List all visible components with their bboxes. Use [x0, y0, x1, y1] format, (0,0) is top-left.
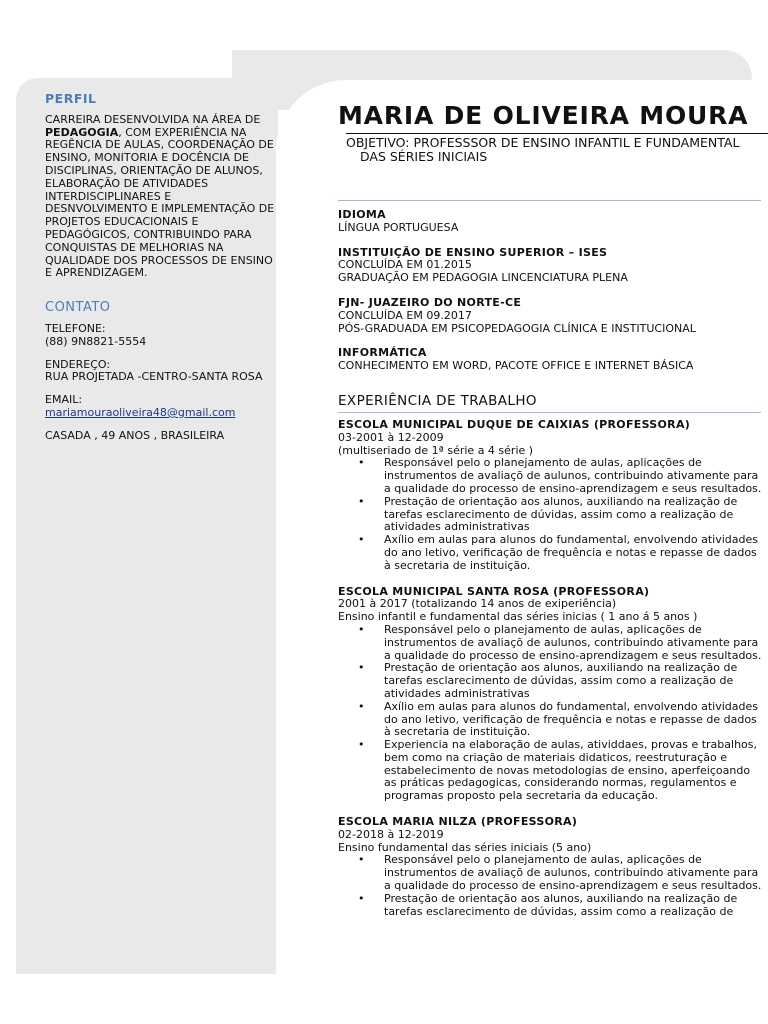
telefone-label: TELEFONE:	[45, 321, 106, 335]
job-period: 03-2001 à 12-2009	[338, 430, 444, 444]
personal-info: CASADA , 49 ANOS , BRASILEIRA	[45, 428, 225, 442]
job-bullet: • Axílio em aulas para alunos do fundamental, envolvendo atividades do ano letivo, verificação de frequência e notas e repasse de dados à secretaria de instituição.	[338, 701, 762, 739]
job-bullet: • Axílio em aulas para alunos do fundamental, envolvendo atividades do ano letivo, verificação de frequência e notas e repasse de dados à secretaria de instituição.	[338, 534, 762, 572]
job-bullets	[338, 854, 768, 918]
job-title: ESCOLA MARIA NILZA (PROFESSORA)	[338, 815, 578, 829]
telefone-block	[45, 323, 275, 349]
objetivo	[346, 133, 768, 164]
perfil-text-bold: PEDAGOGIA	[45, 125, 119, 139]
job-bullet: • Responsável pelo o planejamento de aulas, aplicações de instrumentos de avaliaçõ de aulunos, contribuindo ativamente para a qualidade do processo de ensino-aprendizagem e seus resultados.	[338, 624, 762, 662]
job-period: 02-2018 à 12-2019	[338, 827, 444, 841]
job-bullet: • Prestação de orientação aos alunos, auxiliando na realização de tarefas esclarecimento de dúvidas, assim como a realização de	[338, 893, 762, 919]
education-line: PÓS-GRADUADA EM PSICOPEDAGOGIA CLÍNICA E INSTITUCIONAL	[338, 321, 696, 335]
education-item	[338, 297, 768, 335]
education-line: GRADUAÇÃO EM PEDAGOGIA LINCENCIATURA PLENA	[338, 271, 628, 285]
perfil-text-part: , COM EXPERIÊNCIA NA REGÊNCIA DE AULAS, COORDENAÇÃO DE ENSINO, MONITORIA E DOCÊNCIA DE DISCIPLINAS, ORIENTAÇÃO DE ALUNOS, ELABORAÇÃO DE ATIVIDADES INTERDISCIPLINARES E DESNVOLVIMENTO E IMPLEMENTAÇÃO DE PROJETOS EDUCACIONAIS E PEDAGÓGICOS, CONTRIBUINDO PARA CONQUISTAS DE MELHORIAS NA QUALIDADE DOS PROCESSOS DE ENSINO E APRENDIZAGEM.	[45, 125, 275, 280]
job-detail: Ensino infantil e fundamental das séries inicias ( 1 ano á 5 anos )	[338, 610, 698, 624]
experience-heading: EXPERIÊNCIA DE TRABALHO	[338, 392, 537, 409]
job-item	[338, 586, 768, 804]
divider	[338, 412, 761, 413]
job-period: 2001 à 2017 (totalizando 14 anos de exiperiência)	[338, 597, 617, 611]
candidate-name: MARIA DE OLIVEIRA MOURA	[338, 101, 749, 130]
objetivo-line: OBJETIVO: PROFESSSOR DE ENSINO INFANTIL E FUNDAMENTAL	[346, 135, 740, 150]
job-bullets	[338, 457, 768, 572]
job-detail: Ensino fundamental das séries iniciais (5 ano)	[338, 840, 592, 854]
job-item	[338, 419, 768, 573]
email-block	[45, 394, 275, 420]
education-heading: FJN- JUAZEIRO DO NORTE-CE	[338, 295, 522, 309]
education-line: CONHECIMENTO EM WORD, PACOTE OFFICE E INTERNET BÁSICA	[338, 359, 694, 373]
endereco-label: ENDEREÇO:	[45, 357, 111, 371]
endereco-value: RUA PROJETADA -CENTRO-SANTA ROSA	[45, 370, 263, 384]
education-item	[338, 209, 768, 235]
job-bullets	[338, 624, 768, 803]
job-bullet: • Prestação de orientação aos alunos, auxiliando na realização de tarefas esclarecimento de dúvidas, assim como a realização de atividades administrativas	[338, 662, 762, 700]
job-bullet: • Experiencia na elaboração de aulas, atividdaes, provas e trabalhos, bem como na criação de materiais didaticos, reestruturação e estabelecimento de novas metodologias de ensino, aperfeiçoando as práticas pedagogicas, considerando normas, regulamentos e programas proposto pela secretaria da educação.	[338, 739, 762, 803]
email-link[interactable]: mariamouraoliveira48@gmail.com	[45, 405, 236, 419]
job-title: ESCOLA MUNICIPAL DUQUE DE CAIXIAS (PROFESSORA)	[338, 417, 691, 431]
job-detail: (multiseriado de 1ª série a 4 série )	[338, 443, 534, 457]
education-line: LÍNGUA PORTUGUESA	[338, 220, 459, 234]
education-heading: IDIOMA	[338, 208, 386, 221]
job-bullet: • Responsável pelo o planejamento de aulas, aplicações de instrumentos de avaliaçõ de aulunos, contribuindo ativamente para a qualidade do processo de ensino-aprendizagem e seus resultados.	[338, 854, 762, 892]
experience-section	[338, 419, 768, 918]
education-item	[338, 347, 768, 373]
endereco-block	[45, 359, 275, 385]
job-item	[338, 816, 768, 918]
perfil-text	[45, 114, 275, 280]
perfil-text-part: CARREIRA DESENVOLVIDA NA ÁREA DE	[45, 112, 261, 126]
email-label: EMAIL:	[45, 393, 83, 407]
job-title: ESCOLA MUNICIPAL SANTA ROSA (PROFESSORA)	[338, 584, 650, 598]
objetivo-line: DAS SÉRIES INICIAIS	[360, 149, 488, 164]
telefone-value: (88) 9N8821-5554	[45, 334, 147, 348]
perfil-heading: PERFIL	[45, 91, 97, 106]
education-heading: INFORMÁTICA	[338, 346, 427, 360]
education-line: CONCLUÍDA EM 09.2017	[338, 308, 472, 322]
job-bullet: • Responsável pelo o planejamento de aulas, aplicações de instrumentos de avaliaçõ de aulunos, contribuindo ativamente para a qualidade do processo de ensino-aprendizagem e seus resultados.	[338, 457, 762, 495]
contato-heading: CONTATO	[45, 300, 111, 316]
sidebar	[45, 93, 275, 443]
education-line: CONCLUÍDA EM 01.2015	[338, 258, 472, 272]
education-section	[338, 209, 768, 373]
education-heading: INSTITUIÇÃO DE ENSINO SUPERIOR – ISES	[338, 245, 608, 259]
main-content	[338, 100, 768, 931]
education-item	[338, 247, 768, 285]
job-bullet: • Prestação de orientação aos alunos, auxiliando na realização de tarefas esclarecimento de dúvidas, assim como a realização de atividades administrativas	[338, 496, 762, 534]
divider	[338, 200, 761, 201]
